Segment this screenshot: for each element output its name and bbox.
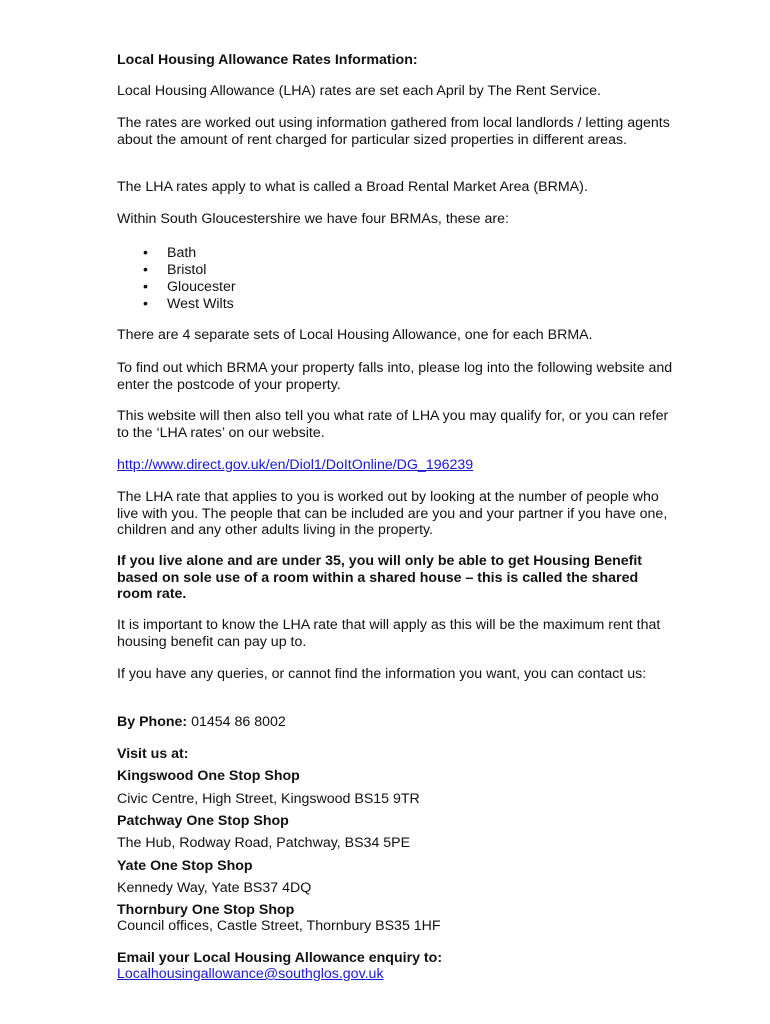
bullet-icon: •: [143, 245, 148, 261]
paragraph-lha-applies: The LHA rate that applies to you is worked out by looking at the number of people who live with you. The people that can be included are you and your partner if you have one, children and any other adults living in the property.: [117, 489, 668, 539]
office-name: Thornbury One Stop Shop: [117, 902, 295, 918]
office-address: The Hub, Rodway Road, Patchway, BS34 5PE: [117, 835, 411, 851]
bullet-icon: •: [143, 262, 148, 278]
paragraph-brma-definition: The LHA rates apply to what is called a Broad Rental Market Area (BRMA).: [117, 179, 588, 195]
list-item: • West Wilts: [143, 296, 234, 312]
paragraph-four-brmas: Within South Gloucestershire we have four BRMAs, these are:: [117, 211, 509, 227]
paragraph-separate-sets: There are 4 separate sets of Local Housing Allowance, one for each BRMA.: [117, 327, 593, 343]
paragraph-contact-intro: If you have any queries, or cannot find the information you want, you can contact us:: [117, 666, 647, 682]
office-name: Kingswood One Stop Shop: [117, 768, 300, 784]
email-label: Email your Local Housing Allowance enquiry to:: [117, 950, 443, 966]
list-item: • Bath: [143, 245, 197, 261]
bullet-icon: •: [143, 296, 148, 312]
bullet-icon: •: [143, 279, 148, 295]
office-name: Patchway One Stop Shop: [117, 813, 289, 829]
paragraph-maximum-rent: It is important to know the LHA rate that will apply as this will be the maximum rent that housing benefit can pay up to.: [117, 617, 661, 650]
phone-number: 01454 86 8002: [187, 714, 286, 730]
direct-gov-link-row: [117, 457, 677, 474]
list-item: • Gloucester: [143, 279, 236, 295]
office-address: Civic Centre, High Street, Kingswood BS15 9TR: [117, 791, 420, 807]
paragraph-lha-intro: Local Housing Allowance (LHA) rates are set each April by The Rent Service.: [117, 83, 601, 99]
office-name: Yate One Stop Shop: [117, 858, 253, 874]
page-title: Local Housing Allowance Rates Information:: [117, 52, 418, 68]
direct-gov-link[interactable]: http://www.direct.gov.uk/en/Diol1/DoItOnline/DG_196239: [117, 457, 474, 473]
phone-line: [117, 714, 677, 731]
list-item: • Bristol: [143, 262, 207, 278]
office-address: Council offices, Castle Street, Thornbury BS35 1HF: [117, 918, 441, 934]
paragraph-rates-worked-out: The rates are worked out using information gathered from local landlords / letting agents about the amount of rent charged for particular sized properties in different areas.: [117, 115, 670, 148]
visit-label: Visit us at:: [117, 746, 189, 762]
email-link-row: [117, 966, 677, 983]
paragraph-under-35-warning: If you live alone and are under 35, you will only be able to get Housing Benefit based on sole use of a room within a shared house – this is called the shared room rate.: [117, 553, 643, 603]
brma-list: [117, 245, 677, 313]
office-address: Kennedy Way, Yate BS37 4DQ: [117, 880, 312, 896]
paragraph-find-brma: To find out which BRMA your property falls into, please log into the following website and enter the postcode of your property.: [117, 360, 673, 393]
paragraph-website-rate: This website will then also tell you what rate of LHA you may qualify for, or you can refer to the ‘LHA rates’ on our website.: [117, 408, 669, 441]
phone-label: By Phone:: [117, 714, 188, 730]
email-link[interactable]: Localhousingallowance@southglos.gov.uk: [117, 966, 384, 982]
